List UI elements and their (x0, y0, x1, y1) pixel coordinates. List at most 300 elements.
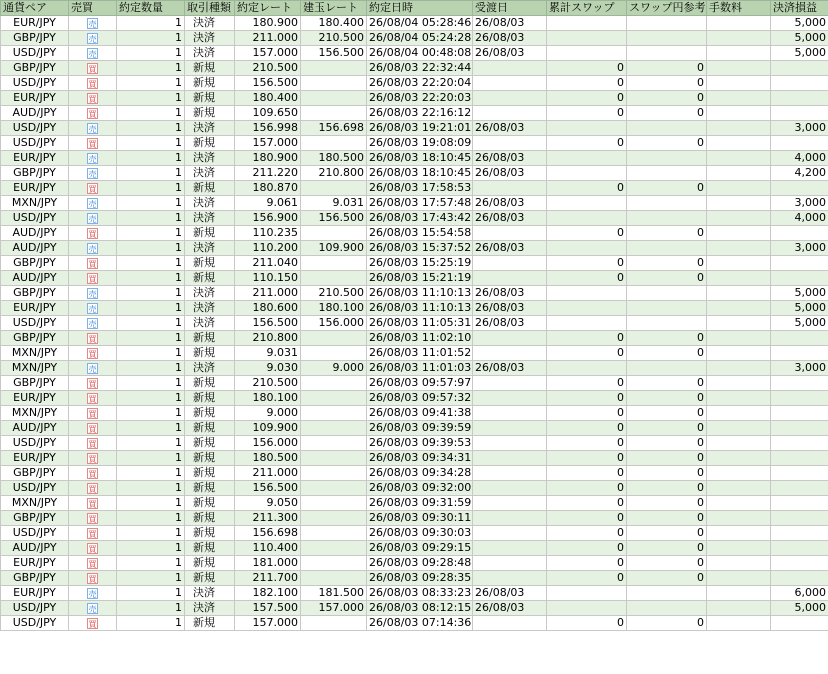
table-row[interactable] (1, 481, 828, 496)
cell-pos (301, 331, 367, 346)
cell-rate: 9.050 (235, 496, 301, 511)
table-row[interactable] (1, 76, 828, 91)
cell-pos: 210.500 (301, 286, 367, 301)
column-header-qty[interactable]: 約定数量 (117, 1, 185, 16)
table-row[interactable] (1, 601, 828, 616)
cell-pnl (771, 346, 828, 361)
table-row[interactable] (1, 106, 828, 121)
table-row[interactable] (1, 316, 828, 331)
cell-fee (707, 481, 771, 496)
cell-rate: 211.220 (235, 166, 301, 181)
cell-qty: 1 (117, 316, 185, 331)
cell-swap (547, 361, 627, 376)
cell-rate: 156.900 (235, 211, 301, 226)
cell-settle (473, 451, 547, 466)
cell-pos (301, 421, 367, 436)
table-row[interactable] (1, 91, 828, 106)
cell-rate: 180.600 (235, 301, 301, 316)
cell-settle (473, 91, 547, 106)
buy-badge-icon: 買 (88, 184, 97, 194)
table-row[interactable] (1, 421, 828, 436)
column-header-pnl[interactable]: 決済損益 (771, 1, 828, 16)
cell-side (69, 271, 117, 286)
table-row[interactable] (1, 121, 828, 136)
cell-rate: 157.000 (235, 136, 301, 151)
table-row[interactable] (1, 376, 828, 391)
cell-swapyen: 0 (627, 541, 707, 556)
table-header-row (1, 1, 828, 16)
cell-date: 26/08/03 15:21:19 (367, 271, 473, 286)
cell-side (69, 571, 117, 586)
cell-fee (707, 241, 771, 256)
cell-swap (547, 301, 627, 316)
cell-pair: USD/JPY (1, 76, 69, 91)
cell-side (69, 481, 117, 496)
cell-settle: 26/08/03 (473, 31, 547, 46)
cell-pos (301, 91, 367, 106)
cell-pos (301, 346, 367, 361)
cell-date: 26/08/03 11:10:13 (367, 301, 473, 316)
cell-fee (707, 406, 771, 421)
cell-date: 26/08/03 22:32:44 (367, 61, 473, 76)
cell-pos: 210.800 (301, 166, 367, 181)
cell-qty: 1 (117, 181, 185, 196)
cell-settle: 26/08/03 (473, 586, 547, 601)
cell-rate: 180.400 (235, 91, 301, 106)
cell-side (69, 346, 117, 361)
cell-rate: 9.031 (235, 346, 301, 361)
cell-qty: 1 (117, 301, 185, 316)
cell-side (69, 376, 117, 391)
cell-pnl (771, 436, 828, 451)
table-row[interactable] (1, 226, 828, 241)
cell-pnl (771, 616, 828, 631)
cell-pos: 180.500 (301, 151, 367, 166)
cell-date: 26/08/03 09:39:53 (367, 436, 473, 451)
cell-type: 決済 (185, 586, 235, 601)
cell-side (69, 16, 117, 31)
buy-badge-icon: 買 (88, 439, 97, 449)
table-row[interactable] (1, 151, 828, 166)
cell-qty: 1 (117, 526, 185, 541)
cell-type: 新規 (185, 496, 235, 511)
cell-fee (707, 586, 771, 601)
cell-rate: 211.000 (235, 31, 301, 46)
cell-side (69, 601, 117, 616)
cell-pair: GBP/JPY (1, 511, 69, 526)
table-row[interactable] (1, 346, 828, 361)
cell-fee (707, 316, 771, 331)
cell-pnl: 3,000 (771, 241, 828, 256)
cell-rate: 156.698 (235, 526, 301, 541)
cell-settle (473, 331, 547, 346)
cell-fee (707, 556, 771, 571)
cell-swapyen (627, 16, 707, 31)
buy-badge-icon: 買 (88, 574, 97, 584)
cell-type: 新規 (185, 331, 235, 346)
cell-fee (707, 526, 771, 541)
table-row[interactable] (1, 451, 828, 466)
cell-pair: GBP/JPY (1, 61, 69, 76)
cell-pair: EUR/JPY (1, 556, 69, 571)
table-row[interactable] (1, 361, 828, 376)
cell-settle (473, 376, 547, 391)
cell-pair: EUR/JPY (1, 181, 69, 196)
cell-qty: 1 (117, 391, 185, 406)
cell-pos (301, 76, 367, 91)
table-row[interactable] (1, 196, 828, 211)
cell-fee (707, 166, 771, 181)
cell-swap: 0 (547, 61, 627, 76)
table-row[interactable] (1, 241, 828, 256)
sell-badge-icon: 売 (88, 19, 97, 29)
cell-side (69, 496, 117, 511)
table-row[interactable] (1, 46, 828, 61)
cell-side (69, 511, 117, 526)
cell-swap: 0 (547, 541, 627, 556)
buy-badge-icon: 買 (88, 559, 97, 569)
cell-type: 新規 (185, 466, 235, 481)
cell-fee (707, 421, 771, 436)
cell-qty: 1 (117, 196, 185, 211)
cell-qty: 1 (117, 271, 185, 286)
cell-qty: 1 (117, 76, 185, 91)
cell-swapyen: 0 (627, 376, 707, 391)
cell-fee (707, 46, 771, 61)
table-row[interactable] (1, 166, 828, 181)
cell-qty: 1 (117, 586, 185, 601)
cell-side (69, 556, 117, 571)
cell-rate: 211.000 (235, 466, 301, 481)
cell-pnl: 5,000 (771, 316, 828, 331)
cell-settle (473, 271, 547, 286)
sell-badge-icon: 売 (88, 289, 97, 299)
cell-side (69, 466, 117, 481)
cell-pnl: 4,200 (771, 166, 828, 181)
cell-fee (707, 121, 771, 136)
sell-badge-icon: 売 (88, 154, 97, 164)
table-row[interactable] (1, 541, 828, 556)
cell-settle (473, 391, 547, 406)
cell-pair: GBP/JPY (1, 571, 69, 586)
cell-type: 新規 (185, 556, 235, 571)
cell-side (69, 256, 117, 271)
cell-rate: 9.030 (235, 361, 301, 376)
cell-side (69, 196, 117, 211)
cell-date: 26/08/03 09:28:48 (367, 556, 473, 571)
cell-swap: 0 (547, 406, 627, 421)
cell-swapyen: 0 (627, 136, 707, 151)
cell-swapyen: 0 (627, 451, 707, 466)
column-header-fee[interactable]: 手数料 (707, 1, 771, 16)
cell-qty: 1 (117, 166, 185, 181)
table-row[interactable] (1, 571, 828, 586)
cell-qty: 1 (117, 556, 185, 571)
column-header-side[interactable]: 売買 (69, 1, 117, 16)
cell-swap: 0 (547, 91, 627, 106)
buy-badge-icon: 買 (88, 394, 97, 404)
cell-rate: 110.400 (235, 541, 301, 556)
cell-swap: 0 (547, 346, 627, 361)
table-row[interactable] (1, 616, 828, 631)
cell-qty: 1 (117, 151, 185, 166)
cell-settle (473, 256, 547, 271)
cell-date: 26/08/03 09:32:00 (367, 481, 473, 496)
cell-pos: 156.698 (301, 121, 367, 136)
cell-settle (473, 76, 547, 91)
cell-pnl (771, 451, 828, 466)
cell-date: 26/08/03 11:01:03 (367, 361, 473, 376)
cell-fee (707, 16, 771, 31)
cell-type: 決済 (185, 361, 235, 376)
cell-pnl (771, 136, 828, 151)
cell-qty: 1 (117, 136, 185, 151)
column-header-swap-yen[interactable]: スワップ円参考 (627, 1, 707, 16)
table-row[interactable] (1, 331, 828, 346)
cell-side (69, 241, 117, 256)
cell-swap: 0 (547, 421, 627, 436)
cell-side (69, 586, 117, 601)
cell-rate: 210.500 (235, 376, 301, 391)
cell-settle (473, 226, 547, 241)
sell-badge-icon: 売 (88, 34, 97, 44)
table-row[interactable] (1, 496, 828, 511)
table-row[interactable] (1, 286, 828, 301)
cell-rate: 110.200 (235, 241, 301, 256)
cell-swapyen: 0 (627, 181, 707, 196)
cell-date: 26/08/03 09:28:35 (367, 571, 473, 586)
cell-fee (707, 151, 771, 166)
cell-settle (473, 526, 547, 541)
cell-settle (473, 421, 547, 436)
cell-pair: AUD/JPY (1, 421, 69, 436)
cell-qty: 1 (117, 286, 185, 301)
sell-badge-icon: 売 (88, 319, 97, 329)
cell-swap: 0 (547, 106, 627, 121)
cell-fee (707, 376, 771, 391)
sell-badge-icon: 売 (88, 214, 97, 224)
table-row[interactable] (1, 31, 828, 46)
cell-type: 新規 (185, 481, 235, 496)
buy-badge-icon: 買 (88, 514, 97, 524)
cell-pos: 9.000 (301, 361, 367, 376)
cell-rate: 157.000 (235, 46, 301, 61)
cell-pos (301, 61, 367, 76)
cell-pnl (771, 376, 828, 391)
cell-side (69, 46, 117, 61)
cell-swap (547, 31, 627, 46)
cell-swap (547, 151, 627, 166)
cell-type: 新規 (185, 436, 235, 451)
cell-pos (301, 466, 367, 481)
cell-rate: 156.000 (235, 436, 301, 451)
cell-type: 決済 (185, 31, 235, 46)
cell-date: 26/08/03 15:54:58 (367, 226, 473, 241)
cell-swap: 0 (547, 496, 627, 511)
cell-swap (547, 16, 627, 31)
cell-side (69, 331, 117, 346)
table-row[interactable] (1, 211, 828, 226)
cell-qty: 1 (117, 601, 185, 616)
cell-swap: 0 (547, 181, 627, 196)
buy-badge-icon: 買 (88, 619, 97, 629)
cell-side (69, 76, 117, 91)
cell-swapyen: 0 (627, 256, 707, 271)
table-row[interactable] (1, 181, 828, 196)
cell-settle (473, 571, 547, 586)
cell-rate: 157.000 (235, 616, 301, 631)
table-row[interactable] (1, 61, 828, 76)
cell-type: 新規 (185, 376, 235, 391)
cell-settle (473, 511, 547, 526)
cell-qty: 1 (117, 91, 185, 106)
cell-rate: 180.900 (235, 151, 301, 166)
table-row[interactable] (1, 136, 828, 151)
column-header-settlement[interactable]: 受渡日 (473, 1, 547, 16)
table-row[interactable] (1, 256, 828, 271)
table-row[interactable] (1, 586, 828, 601)
table-row[interactable] (1, 16, 828, 31)
cell-settle: 26/08/03 (473, 241, 547, 256)
cell-qty: 1 (117, 241, 185, 256)
table-row[interactable] (1, 511, 828, 526)
column-header-rate[interactable]: 約定レート (235, 1, 301, 16)
cell-pair: USD/JPY (1, 481, 69, 496)
cell-pnl (771, 76, 828, 91)
cell-pair: GBP/JPY (1, 331, 69, 346)
cell-side (69, 286, 117, 301)
cell-swap: 0 (547, 556, 627, 571)
cell-date: 26/08/03 08:12:15 (367, 601, 473, 616)
cell-type: 新規 (185, 271, 235, 286)
cell-pnl (771, 511, 828, 526)
cell-side (69, 451, 117, 466)
cell-type: 新規 (185, 421, 235, 436)
cell-pnl: 5,000 (771, 31, 828, 46)
cell-pair: GBP/JPY (1, 466, 69, 481)
cell-pnl (771, 421, 828, 436)
cell-rate: 110.150 (235, 271, 301, 286)
cell-swapyen: 0 (627, 346, 707, 361)
sell-badge-icon: 売 (88, 124, 97, 134)
cell-swapyen (627, 361, 707, 376)
cell-date: 26/08/03 09:30:11 (367, 511, 473, 526)
cell-swapyen (627, 211, 707, 226)
table-row[interactable] (1, 556, 828, 571)
cell-settle (473, 436, 547, 451)
column-header-type[interactable]: 取引種類 (185, 1, 235, 16)
cell-date: 26/08/03 18:10:45 (367, 151, 473, 166)
cell-date: 26/08/03 09:57:32 (367, 391, 473, 406)
cell-rate: 156.500 (235, 481, 301, 496)
cell-qty: 1 (117, 496, 185, 511)
cell-swapyen (627, 586, 707, 601)
cell-pnl (771, 226, 828, 241)
buy-badge-icon: 買 (88, 64, 97, 74)
table-row[interactable] (1, 526, 828, 541)
cell-swapyen: 0 (627, 466, 707, 481)
cell-pnl (771, 556, 828, 571)
cell-pos (301, 496, 367, 511)
cell-swapyen (627, 241, 707, 256)
cell-pnl (771, 271, 828, 286)
cell-rate: 210.800 (235, 331, 301, 346)
sell-badge-icon: 売 (88, 364, 97, 374)
cell-type: 決済 (185, 151, 235, 166)
cell-type: 決済 (185, 16, 235, 31)
cell-pos (301, 136, 367, 151)
sell-badge-icon: 売 (88, 604, 97, 614)
cell-swapyen: 0 (627, 61, 707, 76)
sell-badge-icon: 売 (88, 589, 97, 599)
buy-badge-icon: 買 (88, 139, 97, 149)
cell-pair: EUR/JPY (1, 451, 69, 466)
cell-pos (301, 376, 367, 391)
cell-swapyen (627, 196, 707, 211)
cell-pnl (771, 541, 828, 556)
cell-qty: 1 (117, 331, 185, 346)
column-header-pair[interactable]: 通貨ペア (1, 1, 69, 16)
cell-pos (301, 556, 367, 571)
cell-fee (707, 346, 771, 361)
cell-fee (707, 31, 771, 46)
column-header-datetime[interactable]: 約定日時 (367, 1, 473, 16)
cell-qty: 1 (117, 211, 185, 226)
cell-rate: 9.061 (235, 196, 301, 211)
cell-rate: 109.650 (235, 106, 301, 121)
cell-type: 新規 (185, 106, 235, 121)
cell-rate: 181.000 (235, 556, 301, 571)
cell-type: 新規 (185, 451, 235, 466)
cell-type: 決済 (185, 241, 235, 256)
cell-pos: 210.500 (301, 31, 367, 46)
cell-date: 26/08/03 17:43:42 (367, 211, 473, 226)
cell-swapyen (627, 151, 707, 166)
table-row[interactable] (1, 271, 828, 286)
cell-pnl: 5,000 (771, 286, 828, 301)
column-header-position-rate[interactable]: 建玉レート (301, 1, 367, 16)
cell-fee (707, 211, 771, 226)
cell-date: 26/08/03 19:21:01 (367, 121, 473, 136)
cell-type: 新規 (185, 256, 235, 271)
cell-rate: 157.500 (235, 601, 301, 616)
cell-pnl (771, 466, 828, 481)
cell-swap: 0 (547, 226, 627, 241)
cell-settle: 26/08/03 (473, 46, 547, 61)
table-row[interactable] (1, 406, 828, 421)
cell-pnl (771, 61, 828, 76)
cell-date: 26/08/03 11:01:52 (367, 346, 473, 361)
cell-fee (707, 601, 771, 616)
cell-pair: USD/JPY (1, 211, 69, 226)
buy-badge-icon: 買 (88, 109, 97, 119)
cell-pos (301, 571, 367, 586)
table-row[interactable] (1, 436, 828, 451)
column-header-swap[interactable]: 累計スワップ (547, 1, 627, 16)
buy-badge-icon: 買 (88, 499, 97, 509)
cell-side (69, 526, 117, 541)
table-row[interactable] (1, 466, 828, 481)
cell-swapyen: 0 (627, 616, 707, 631)
table-row[interactable] (1, 301, 828, 316)
cell-fee (707, 436, 771, 451)
cell-swap: 0 (547, 616, 627, 631)
cell-swap: 0 (547, 376, 627, 391)
cell-date: 26/08/03 11:05:31 (367, 316, 473, 331)
table-row[interactable] (1, 391, 828, 406)
cell-swapyen: 0 (627, 391, 707, 406)
cell-settle: 26/08/03 (473, 16, 547, 31)
